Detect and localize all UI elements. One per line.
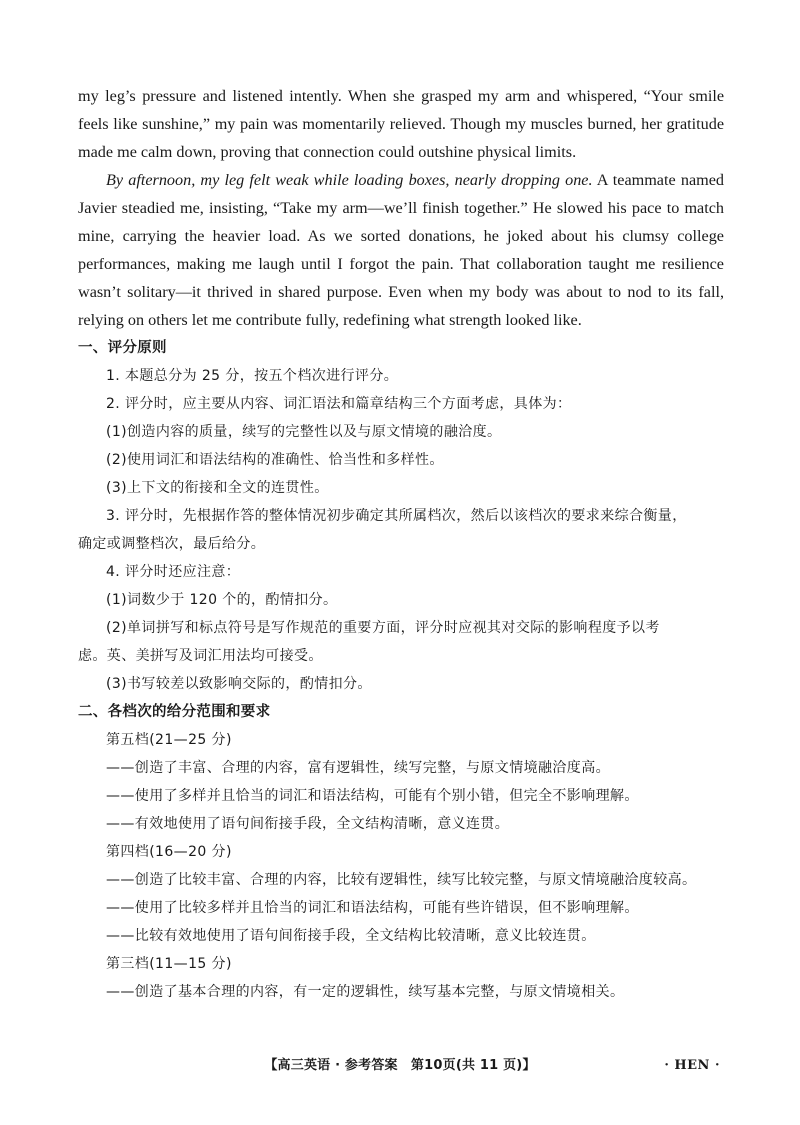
footer-page-label: 【高三英语 · 参考答案 第10页(共 11 页)】 bbox=[264, 1058, 536, 1073]
grade-requirement: ——创造了基本合理的内容，有一定的逻辑性，续写基本完整，与原文情境相关。 bbox=[106, 984, 625, 1000]
essay-paragraph-2-lead: By afternoon, my leg felt weak while loading boxes, nearly dropping one. bbox=[106, 171, 593, 189]
grade-level-title: 第五档(21—25 分) bbox=[106, 732, 232, 748]
essay-paragraph-1 bbox=[78, 82, 724, 166]
essay-paragraph-2 bbox=[78, 166, 724, 334]
section-heading-scoring-principles: 一、评分原则 bbox=[78, 340, 167, 356]
grade-requirement: ——使用了比较多样并且恰当的词汇和语法结构，可能有些许错误，但不影响理解。 bbox=[106, 900, 639, 916]
essay-paragraph-1-text: my leg’s pressure and listened intently. When she grasped my arm and whispered, “Your smile feels like sunshine,” my pain was momentarily relieved. Though my muscles burned, her gratitude made me calm down, proving that connection could outshine physical limits. bbox=[78, 87, 724, 161]
grade-requirement: ——创造了丰富、合理的内容，富有逻辑性，续写完整，与原文情境融洽度高。 bbox=[106, 760, 610, 776]
grade-requirement: ——使用了多样并且恰当的词汇和语法结构，可能有个别小错，但完全不影响理解。 bbox=[106, 788, 639, 804]
principle-item: (3)书写较差以致影响交际的，酌情扣分。 bbox=[106, 676, 372, 692]
principle-item: 4. 评分时还应注意： bbox=[106, 564, 241, 580]
section-heading-grade-levels: 二、各档次的给分范围和要求 bbox=[78, 704, 271, 720]
principle-item: (2)使用词汇和语法结构的准确性、恰当性和多样性。 bbox=[106, 452, 444, 468]
principle-item: 3. 评分时，先根据作答的整体情况初步确定其所属档次，然后以该档次的要求来综合衡量， bbox=[106, 508, 687, 524]
grade-requirement: ——有效地使用了语句间衔接手段，全文结构清晰，意义连贯。 bbox=[106, 816, 510, 832]
principle-item-continued: 虑。英、美拼写及词汇用法均可接受。 bbox=[78, 648, 323, 664]
document-body bbox=[78, 82, 724, 1006]
essay-paragraph-2-rest: A teammate named Javier steadied me, insisting, “Take my arm—we’ll finish together.” He slowed his pace to match mine, carrying the heavier load. As we sorted donations, he joked about his clumsy college performances, making me laugh until I forgot the pain. That collaboration taught me resilience wasn’t solitary—it thrived in shared purpose. Even when my body was about to nod to its fall, relying on others let me contribute fully, redefining what strength looked like. bbox=[78, 171, 724, 329]
grade-level-title: 第四档(16—20 分) bbox=[106, 844, 232, 860]
principle-item: (2)单词拼写和标点符号是写作规范的重要方面，评分时应视其对交际的影响程度予以考 bbox=[106, 620, 660, 636]
footer-region-code: · HEN · bbox=[664, 1058, 720, 1073]
principle-item: (1)词数少于 120 个的，酌情扣分。 bbox=[106, 592, 338, 608]
grade-level-title: 第三档(11—15 分) bbox=[106, 956, 232, 972]
grade-requirement: ——比较有效地使用了语句间衔接手段，全文结构比较清晰，意义比较连贯。 bbox=[106, 928, 596, 944]
grade-requirement: ——创造了比较丰富、合理的内容，比较有逻辑性，续写比较完整，与原文情境融洽度较高。 bbox=[106, 872, 697, 888]
page-footer bbox=[0, 1052, 800, 1080]
principle-item: (1)创造内容的质量，续写的完整性以及与原文情境的融洽度。 bbox=[106, 424, 502, 440]
principle-item-continued: 确定或调整档次，最后给分。 bbox=[78, 536, 266, 552]
principle-item: (3)上下文的衔接和全文的连贯性。 bbox=[106, 480, 329, 496]
principle-item: 2. 评分时，应主要从内容、词汇语法和篇章结构三个方面考虑，具体为： bbox=[106, 396, 572, 412]
principle-item: 1. 本题总分为 25 分，按五个档次进行评分。 bbox=[106, 368, 399, 384]
